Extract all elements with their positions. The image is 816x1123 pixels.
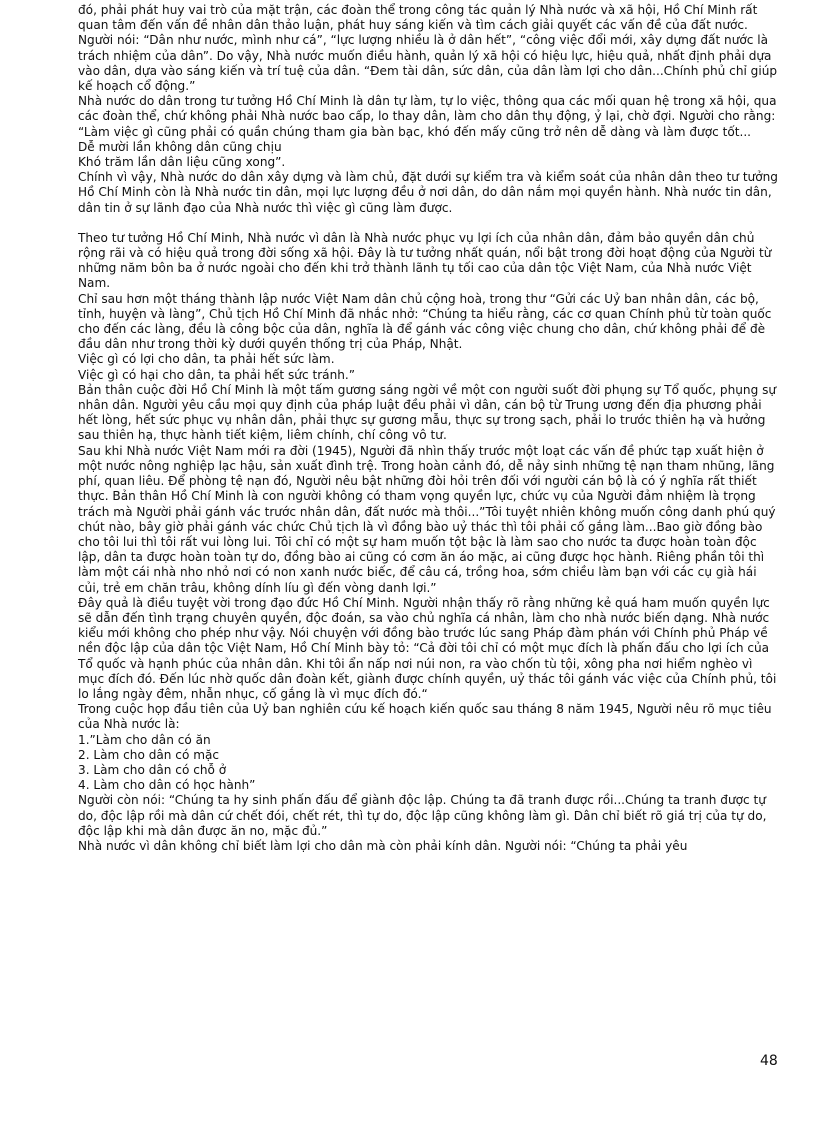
- paragraph: Nhà nước do dân trong tư tưởng Hồ Chí Minh là dân tự làm, tự lo việc, thông qua các mối quan hệ trong xã hội, qua các đoàn thể, chứ không phải Nhà nước bao cấp, lo thay dân, làm cho dân thụ động, ỷ lại, chờ đợi. Người cho rằng: “Làm việc gì cũng phải có quần chúng tham gia bàn bạc, khó đến mấy cũng trở nên dễ dàng và làm được tốt...: [78, 94, 777, 139]
- paragraph: Nhà nước vì dân không chỉ biết làm lợi cho dân mà còn phải kính dân. Người nói: “Chúng ta phải yêu: [78, 838, 688, 853]
- paragraph: Việc gì có hại cho dân, ta phải hết sức tránh.”: [78, 367, 356, 382]
- paragraph: đó, phải phát huy vai trò của mặt trận, các đoàn thể trong công tác quản lý Nhà nước và xã hội, Hồ Chí Minh rất quan tâm đến vấn đề nhân dân thảo luận, phát huy sáng kiến và tìm cách giải quyết các vấn đề của đất nước. Người nói: “Dân như nước, mình như cá”, “lực lượng nhiều là ở dân hết”, “công việc đổi mới, xây dựng đất nước là trách nhiệm của dân”. Do vậy, Nhà nước muốn điều hành, quản lý xã hội có hiệu lực, hiệu quả, nhất định phải dựa vào dân, dựa vào sáng kiến và trí tuệ của dân. “Đem tài dân, sức dân, của dân làm lợi cho dân...Chính phủ chỉ giúp kế hoạch cổ động.”: [78, 3, 778, 94]
- poem-line: Khó trăm lần dân liệu cũng xong”.: [78, 155, 286, 170]
- document-body: [78, 3, 780, 854]
- paragraph: Người còn nói: “Chúng ta hy sinh phấn đấu để giành độc lập. Chúng ta đã tranh được rồi...Chúng ta tranh được tự do, độc lập rồi mà dân cứ chết đói, chết rét, thì tự do, độc lập cũng không làm gì. Dân chỉ biết rõ giá trị của tự do, độc lập khi mà dân được ăn no, mặc đủ.”: [78, 793, 767, 838]
- list-item: 2. Làm cho dân có mặc: [78, 747, 220, 762]
- paragraph: Chỉ sau hơn một tháng thành lập nước Việt Nam dân chủ cộng hoà, trong thư “Gửi các Uỷ ban nhân dân, các bộ, tỉnh, huyện và làng”, Chủ tịch Hồ Chí Minh đã nhắc nhở: “Chúng ta hiểu rằng, các cơ quan Chính phủ từ toàn quốc cho đến các làng, đều là công bộc của dân, nghĩa là để gánh vác công việc chung cho dân, chứ không phải để đè đầu dân như trong thời kỳ dưới quyền thống trị của Pháp, Nhật.: [78, 291, 772, 352]
- paragraph: Trong cuộc họp đầu tiên của Uỷ ban nghiên cứu kế hoạch kiến quốc sau tháng 8 năm 1945, Người nêu rõ mục tiêu của Nhà nước là:: [78, 702, 772, 732]
- paragraph: Chính vì vậy, Nhà nước do dân xây dựng và làm chủ, đặt dưới sự kiểm tra và kiểm soát của nhân dân theo tư tưởng Hồ Chí Minh còn là Nhà nước tin dân, mọi lực lượng đều ở nơi dân, do dân nắm mọi quyền hành. Nhà nước tin dân, dân tin ở sự lãnh đạo của Nhà nước thì việc gì cũng làm được.: [78, 170, 778, 215]
- paragraph: Sau khi Nhà nước Việt Nam mới ra đời (1945), Người đã nhìn thấy trước một loạt các vấn đề phức tạp xuất hiện ở một nước nông nghiệp lạc hậu, sản xuất đình trệ. Trong hoàn cảnh đó, dễ nảy sinh những tệ nạn tham nhũng, lãng phí, quan liêu. Để phòng tệ nạn đó, Người nêu bật những đòi hỏi trên đối với người cán bộ là có ý nghĩa rất thiết thực. Bản thân Hồ Chí Minh là con người không có tham vọng quyền lực, chức vụ của Người đảm nhiệm là trọng trách mà Người phải gánh vác trước nhân dân, đất nước mà thôi...”Tôi tuyệt nhiên không muốn công danh phú quý chút nào, bây giờ phải gánh vác chức Chủ tịch là vì đồng bào uỷ thác thì tôi phải cố gắng làm...Bao giờ đồng bào cho tôi lui thì tôi rất vui lòng lui. Tôi chỉ có một sự ham muốn tột bậc là làm sao cho nước ta được hoàn toàn độc lập, dân ta được hoàn toàn tự do, đồng bào ai cũng có cơm ăn áo mặc, ai cũng được học hành. Riêng phần tôi thì làm một cái nhà nho nhỏ nơi có non xanh nước biếc, để câu cá, trồng hoa, sớm chiều làm bạn với các cụ già hái củi, trẻ em chăn trâu, không dính líu gì đến vòng danh lợi.”: [78, 443, 776, 595]
- paragraph-spacer: [78, 216, 780, 231]
- paragraph: Việc gì có lợi cho dân, ta phải hết sức làm.: [78, 352, 335, 367]
- page-number: 48: [760, 1053, 778, 1069]
- paragraph: Đây quả là điều tuyệt vời trong đạo đức Hồ Chí Minh. Người nhận thấy rõ rằng những kẻ quá ham muốn quyền lực sẽ dẫn đến tình trạng chuyên quyền, độc đoán, sa vào chủ nghĩa cá nhân, làm cho nhà nước biến dạng. Nhà nước kiểu mới không cho phép như vậy. Nói chuyện với đồng bào trước lúc sang Pháp đàm phán với Chính phủ Pháp về nền độc lập của dân tộc Việt Nam, Hồ Chí Minh bày tỏ: “Cả đời tôi chỉ có một mục đích là phấn đấu cho lợi ích của Tổ quốc và hạnh phúc của nhân dân. Khi tôi ẩn nấp nơi núi non, ra vào chốn tù tội, xông pha nơi hiểm nghèo vì mục đích đó. Đến lúc nhờ quốc dân đoàn kết, giành được chính quyền, uỷ thác tôi gánh vác việc của Chính phủ, tôi lo lắng ngày đêm, nhẫn nhục, cố gắng là vì mục đích đó.“: [78, 595, 777, 701]
- paragraph: Bản thân cuộc đời Hồ Chí Minh là một tấm gương sáng ngời về một con người suốt đời phụng sự Tổ quốc, phụng sự nhân dân. Người yêu cầu mọi quy định của pháp luật đều phải vì dân, cán bộ từ Trung ương đến địa phương phải hết lòng, hết sức phục vụ nhân dân, phải thực sự gương mẫu, thực sự trong sạch, phải lo trước thiên hạ và hưởng sau thiên hạ, thực hành tiết kiệm, liêm chính, chí công vô tư.: [78, 382, 777, 443]
- list-item: 3. Làm cho dân có chỗ ở: [78, 762, 227, 777]
- poem-line: Dễ mười lần không dân cũng chịu: [78, 139, 282, 154]
- paragraph: Theo tư tưởng Hồ Chí Minh, Nhà nước vì dân là Nhà nước phục vụ lợi ích của nhân dân, đảm bảo quyền dân chủ rộng rãi và có hiệu quả trong đời sống xã hội. Đây là tư tưởng nhất quán, nổi bật trong đời hoạt động của Người từ những năm bôn ba ở nước ngoài cho đến khi trở thành lãnh tụ tối cao của dân tộc Việt Nam, của Nhà nước Việt Nam.: [78, 230, 772, 291]
- list-item: 1.”Làm cho dân có ăn: [78, 732, 211, 747]
- list-item: 4. Làm cho dân có học hành”: [78, 778, 256, 793]
